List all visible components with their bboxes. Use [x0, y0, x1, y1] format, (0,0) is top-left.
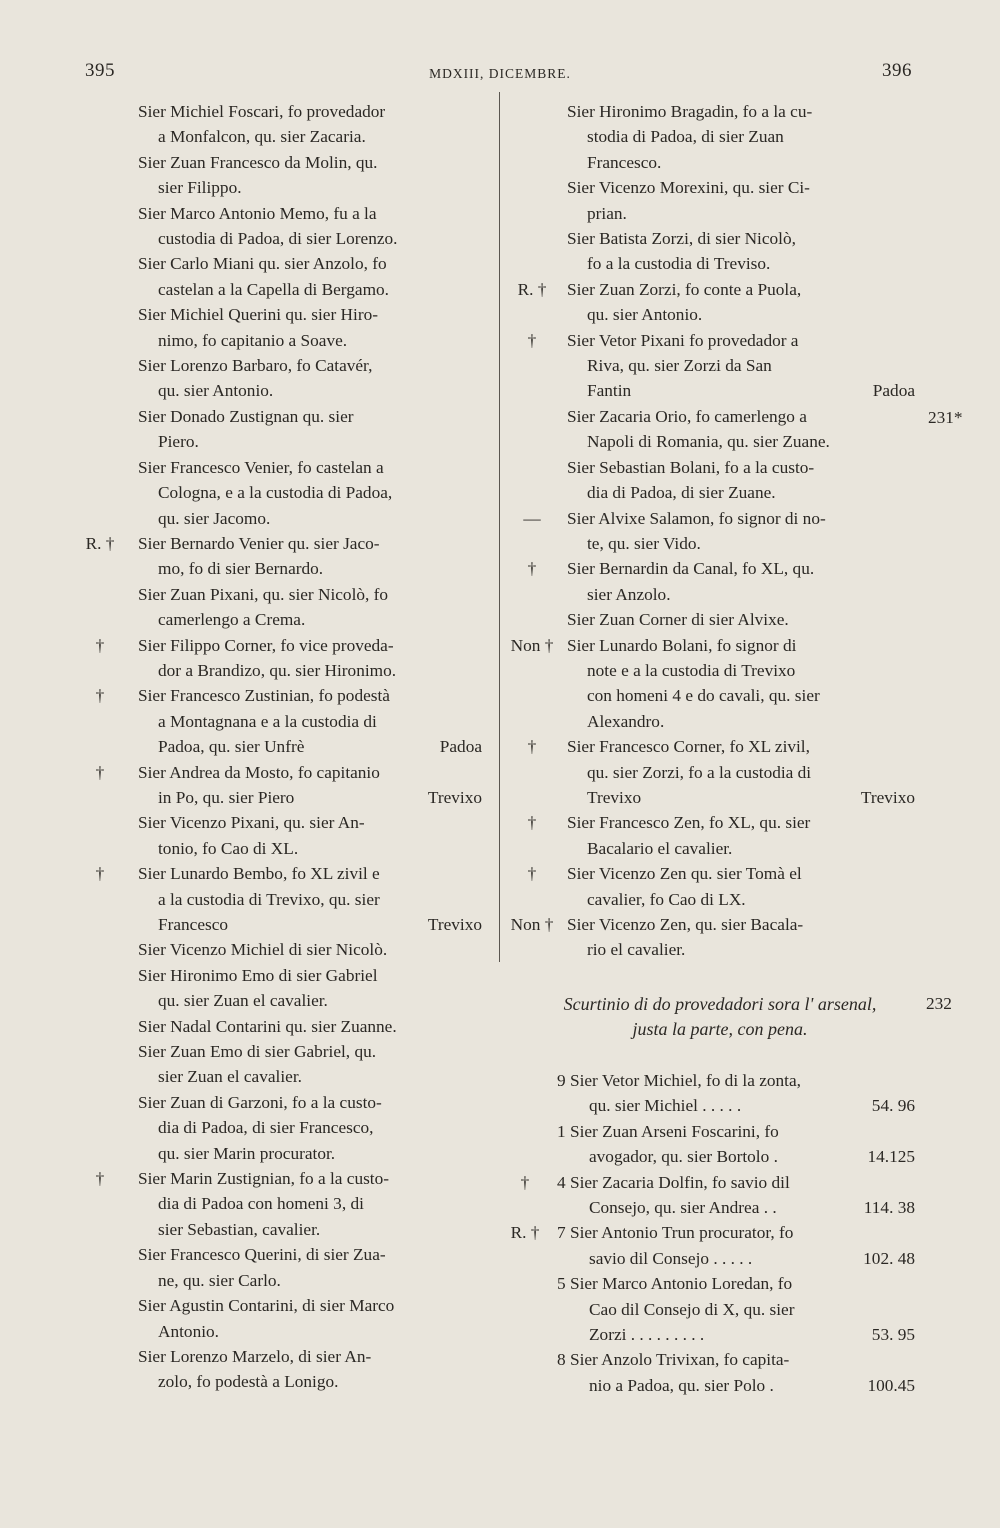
- entry-line: nimo, fo capitanio a Soave.: [158, 330, 348, 350]
- ballot-candidate: Sier Marco Antonio Loredan, fo: [569, 1274, 793, 1294]
- ballot-tally: 114. 38: [863, 1198, 915, 1218]
- entry-line: Sier Zuan Francesco da Molin, qu.: [138, 152, 378, 172]
- entry-line: sier Filippo.: [158, 178, 242, 198]
- entry-line: camerlengo a Crema.: [158, 610, 306, 630]
- roster-entry: [70, 937, 490, 962]
- right-page-number: 396: [882, 60, 912, 81]
- entry-mark: †: [527, 737, 537, 757]
- roster-entry: [70, 1242, 490, 1293]
- ballot-mark: R. †: [510, 1223, 540, 1243]
- entry-line: qu. sier Antonio.: [587, 305, 703, 325]
- entry-line: fo a la custodia di Treviso.: [587, 254, 771, 274]
- entry-line: Sier Zacaria Orio, fo camerlengo a: [567, 406, 807, 426]
- roster-entry: [70, 1014, 490, 1039]
- entry-line: con homeni 4 e do cavali, qu. sier: [587, 686, 820, 706]
- running-title: MDXIII, DICEMBRE.: [429, 66, 571, 81]
- ballot-number: 1: [557, 1121, 566, 1141]
- ballot-row: [505, 1271, 935, 1347]
- ballot-line: [505, 1220, 935, 1245]
- roster-entry: [70, 455, 490, 531]
- entry-line: tonio, fo Cao di XL.: [158, 838, 299, 858]
- entry-line: qu. sier Jacomo.: [158, 508, 271, 528]
- entry-line: Riva, qu. sier Zorzi da San: [587, 356, 772, 376]
- ballot-candidate: Sier Anzolo Trivixan, fo capita-: [569, 1350, 790, 1370]
- entry-line: Sier Agustin Contarini, di sier Marco: [138, 1296, 395, 1316]
- entry-line: dia di Padoa con homeni 3, di: [158, 1194, 364, 1214]
- left-column: [70, 99, 490, 1395]
- entry-line: Sier Francesco Venier, fo castelan a: [138, 457, 384, 477]
- roster-entry: [70, 760, 490, 811]
- ballot-line: savio dil Consejo . . . . .: [589, 1248, 753, 1268]
- roster-entry: [505, 455, 935, 506]
- ballot-candidate: Sier Vetor Michiel, fo di la zonta,: [569, 1071, 801, 1090]
- roster-entry: [70, 302, 490, 353]
- entry-line: sier Zuan el cavalier.: [158, 1067, 302, 1087]
- right-column: [505, 99, 935, 963]
- entry-line: Sier Vetor Pixani fo provedador a: [567, 330, 799, 350]
- ballot-row: [505, 1347, 935, 1398]
- entry-line: in Po, qu. sier Piero: [158, 787, 295, 807]
- roster-entry: [505, 607, 935, 632]
- entry-line: Sier Marco Antonio Memo, fu a la: [138, 203, 377, 223]
- ballot-line: [505, 1119, 935, 1144]
- roster-entry: [505, 734, 935, 810]
- entry-line: Sier Vicenzo Zen, qu. sier Bacala-: [567, 915, 804, 934]
- entry-line: qu. sier Zuan el cavalier.: [158, 991, 328, 1011]
- roster-entry: [505, 912, 935, 963]
- entry-line: Antonio.: [158, 1321, 219, 1341]
- roster-entry: [505, 556, 935, 607]
- entry-line: Sier Hironimo Emo di sier Gabriel: [138, 965, 378, 985]
- ballot-line: avogador, qu. sier Bortolo .: [589, 1147, 778, 1167]
- entry-line: dor a Brandizo, qu. sier Hironimo.: [158, 660, 397, 680]
- entry-mark: †: [95, 1169, 105, 1189]
- entry-line: Napoli di Romania, qu. sier Zuane.: [587, 432, 830, 452]
- entry-location: Trevixo: [427, 787, 482, 807]
- entry-mark: Non †: [510, 635, 554, 655]
- roster-entry: [70, 1344, 490, 1395]
- entry-line: ne, qu. sier Carlo.: [158, 1270, 281, 1290]
- roster-entry: [70, 1090, 490, 1166]
- entry-line: dia di Padoa, di sier Francesco,: [158, 1118, 374, 1138]
- roster-entry: [505, 861, 935, 912]
- roster-entry: [505, 810, 935, 861]
- ballot-candidate: Sier Zacaria Dolfin, fo savio dil: [569, 1172, 790, 1192]
- roster-entry: [70, 683, 490, 759]
- entry-line: prian.: [587, 203, 627, 223]
- entry-line: Sier Batista Zorzi, di sier Nicolò,: [567, 229, 796, 249]
- entry-line: Sier Michiel Querini qu. sier Hiro-: [138, 305, 378, 325]
- roster-entry: [70, 1166, 490, 1242]
- entry-location: Padoa: [872, 381, 915, 401]
- entry-line: te, qu. sier Vido.: [587, 533, 701, 553]
- ballot-tally: 100.45: [867, 1375, 915, 1395]
- ballot-number: 7: [557, 1223, 566, 1243]
- roster-entry: [70, 861, 490, 937]
- ballot-mark: †: [520, 1172, 530, 1192]
- entry-location: Padoa: [439, 737, 482, 757]
- ballot-candidate: Sier Antonio Trun procurator, fo: [569, 1223, 794, 1243]
- roster-entry: [70, 150, 490, 201]
- entry-mark: †: [95, 762, 105, 782]
- entry-mark: †: [527, 864, 537, 884]
- ballot-tally: 14.125: [867, 1147, 915, 1167]
- entry-line: zolo, fo podestà a Lonigo.: [158, 1372, 339, 1392]
- ballot-tally: 102. 48: [863, 1248, 915, 1268]
- roster-entry: [70, 963, 490, 1014]
- ballot-number: 8: [557, 1350, 566, 1370]
- entry-line: Sier Francesco Corner, fo XL zivil,: [567, 737, 810, 757]
- ballot-line: nio a Padoa, qu. sier Polo .: [589, 1375, 774, 1395]
- roster-entry: [70, 353, 490, 404]
- entry-line: cavalier, fo Cao di LX.: [587, 889, 746, 909]
- roster-entry: [70, 251, 490, 302]
- roster-entry: [505, 328, 935, 404]
- entry-line: a Monfalcon, qu. sier Zacaria.: [158, 127, 366, 147]
- entry-line: Sier Vicenzo Zen qu. sier Tomà el: [567, 864, 802, 884]
- entry-line: Sier Zuan Emo di sier Gabriel, qu.: [138, 1042, 377, 1062]
- left-page-number: 395: [85, 60, 115, 81]
- ballot-line: Cao dil Consejo di X, qu. sier: [589, 1299, 795, 1319]
- entry-mark: †: [95, 864, 105, 884]
- entry-line: Sier Lunardo Bembo, fo XL zivil e: [138, 864, 380, 884]
- roster-entry: [505, 226, 935, 277]
- ballot-results: [505, 1068, 935, 1398]
- entry-line: Sier Bernardo Venier qu. sier Jaco-: [138, 533, 380, 553]
- ballot-line: [505, 1271, 935, 1296]
- entry-line: Sier Filippo Corner, fo vice proveda-: [138, 635, 394, 655]
- entry-line: Sier Zuan di Garzoni, fo a la custo-: [138, 1092, 382, 1112]
- entry-line: Alexandro.: [587, 711, 665, 731]
- entry-line: Sier Nadal Contarini qu. sier Zuanne.: [138, 1016, 397, 1036]
- entry-line: Sier Zuan Zorzi, fo conte a Puola,: [567, 279, 802, 299]
- entry-mark: R. †: [517, 279, 547, 299]
- roster-entry: [505, 404, 935, 455]
- ballot-candidate: Sier Zuan Arseni Foscarini, fo: [569, 1121, 779, 1141]
- entry-line: Sier Carlo Miani qu. sier Anzolo, fo: [138, 254, 387, 274]
- ballot-row: [505, 1119, 935, 1170]
- entry-line: Sier Sebastian Bolani, fo a la custo-: [567, 457, 815, 477]
- entry-line: a Montagnana e a la custodia di: [158, 711, 377, 731]
- entry-location: Trevixo: [860, 787, 915, 807]
- roster-entry: [70, 1039, 490, 1090]
- roster-entry: [70, 531, 490, 582]
- ballot-tally: 54. 96: [871, 1096, 915, 1116]
- entry-line: Sier Hironimo Bragadin, fo a la cu-: [567, 102, 813, 121]
- entry-line: Sier Alvixe Salamon, fo signor di no-: [567, 508, 826, 528]
- roster-entry: [70, 1293, 490, 1344]
- entry-line: Sier Francesco Zen, fo XL, qu. sier: [567, 813, 811, 833]
- entry-mark: †: [527, 813, 537, 833]
- entry-line: dia di Padoa, di sier Zuane.: [587, 483, 776, 503]
- ballot-number: 4: [557, 1172, 566, 1192]
- entry-line: mo, fo di sier Bernardo.: [158, 559, 324, 579]
- entry-line: Sier Vicenzo Michiel di sier Nicolò.: [138, 940, 388, 960]
- entry-line: Sier Andrea da Mosto, fo capitanio: [138, 762, 380, 782]
- section-title-line-2: justa la parte, con pena.: [632, 1019, 808, 1040]
- entry-line: Sier Vicenzo Morexini, qu. sier Ci-: [567, 178, 810, 198]
- entry-line: Sier Marin Zustignian, fo a la custo-: [138, 1169, 390, 1189]
- roster-entry: [70, 633, 490, 684]
- entry-line: sier Anzolo.: [587, 584, 671, 604]
- ballot-line: Consejo, qu. sier Andrea . .: [589, 1198, 777, 1218]
- entry-line: Cologna, e a la custodia di Padoa,: [158, 483, 393, 503]
- entry-line: Sier Francesco Querini, di sier Zua-: [138, 1245, 386, 1265]
- entry-line: castelan a la Capella di Bergamo.: [158, 279, 389, 299]
- ballot-row: [505, 1068, 935, 1119]
- entry-line: Sier Lunardo Bolani, fo signor di: [567, 635, 797, 655]
- entry-line: Sier Francesco Zustinian, fo podestà: [138, 686, 390, 706]
- entry-mark: Non †: [510, 915, 554, 934]
- entry-mark: †: [527, 330, 537, 350]
- roster-entry: [505, 633, 935, 735]
- roster-entry: [70, 810, 490, 861]
- roster-entry: [505, 175, 935, 226]
- entry-line: Francesco.: [587, 152, 662, 172]
- ballot-number: 9: [557, 1071, 566, 1090]
- margin-note-232: 232: [926, 994, 952, 1013]
- entry-line: Sier Zuan Pixani, qu. sier Nicolò, fo: [138, 584, 389, 604]
- ballot-line: qu. sier Michiel . . . . .: [589, 1096, 742, 1116]
- margin-note-231: 231*: [928, 408, 963, 427]
- entry-line: qu. sier Antonio.: [158, 381, 274, 401]
- column-divider: [499, 92, 500, 962]
- entry-line: custodia di Padoa, di sier Lorenzo.: [158, 229, 398, 249]
- entry-line: stodia di Padoa, di sier Zuan: [587, 127, 784, 147]
- entry-mark: R. †: [85, 533, 115, 553]
- entry-mark: —: [523, 508, 541, 528]
- entry-line: note e a la custodia di Trevixo: [587, 660, 796, 680]
- ballot-number: 5: [557, 1274, 566, 1294]
- entry-line: Padoa, qu. sier Unfrè: [158, 737, 305, 757]
- ballot-line: [505, 1347, 935, 1372]
- entry-line: Sier Michiel Foscari, fo provedador: [138, 102, 386, 121]
- entry-line: Fantin: [587, 381, 632, 401]
- entry-line: qu. sier Zorzi, fo a la custodia di: [587, 762, 812, 782]
- roster-entry: [70, 404, 490, 455]
- roster-entry: [505, 277, 935, 328]
- entry-line: Sier Zuan Corner di sier Alvixe.: [567, 610, 789, 630]
- roster-entry: [70, 201, 490, 252]
- entry-location: Trevixo: [427, 915, 482, 934]
- ballot-line: [505, 1068, 935, 1093]
- entry-line: Trevixo: [587, 787, 642, 807]
- ballot-line: [505, 1170, 935, 1195]
- entry-line: rio el cavalier.: [587, 940, 686, 960]
- entry-line: Sier Lorenzo Marzelo, di sier An-: [138, 1346, 372, 1366]
- entry-line: a la custodia di Trevixo, qu. sier: [158, 889, 380, 909]
- entry-line: qu. sier Marin procurator.: [158, 1143, 336, 1163]
- entry-line: Sier Donado Zustignan qu. sier: [138, 406, 354, 426]
- ballot-line: Zorzi . . . . . . . . .: [589, 1325, 705, 1345]
- entry-line: Francesco: [158, 915, 229, 934]
- section-title: [505, 992, 935, 1043]
- entry-line: Sier Bernardin da Canal, fo XL, qu.: [567, 559, 815, 579]
- entry-mark: †: [527, 559, 537, 579]
- entry-line: Piero.: [158, 432, 199, 452]
- roster-entry: [70, 99, 490, 150]
- entry-line: Bacalario el cavalier.: [587, 838, 733, 858]
- ballot-row: [505, 1170, 935, 1221]
- entry-mark: †: [95, 635, 105, 655]
- ballot-row: [505, 1220, 935, 1271]
- roster-entry: [70, 582, 490, 633]
- entry-line: Sier Vicenzo Pixani, qu. sier An-: [138, 813, 365, 833]
- roster-entry: [505, 99, 935, 175]
- ballot-tally: 53. 95: [871, 1325, 915, 1345]
- section-title-line-1: Scurtinio di do provedadori sora l' arsenal,: [563, 994, 877, 1014]
- entry-line: Sier Lorenzo Barbaro, fo Catavér,: [138, 356, 373, 376]
- entry-line: sier Sebastian, cavalier.: [158, 1219, 321, 1239]
- roster-entry: [505, 506, 935, 557]
- entry-mark: †: [95, 686, 105, 706]
